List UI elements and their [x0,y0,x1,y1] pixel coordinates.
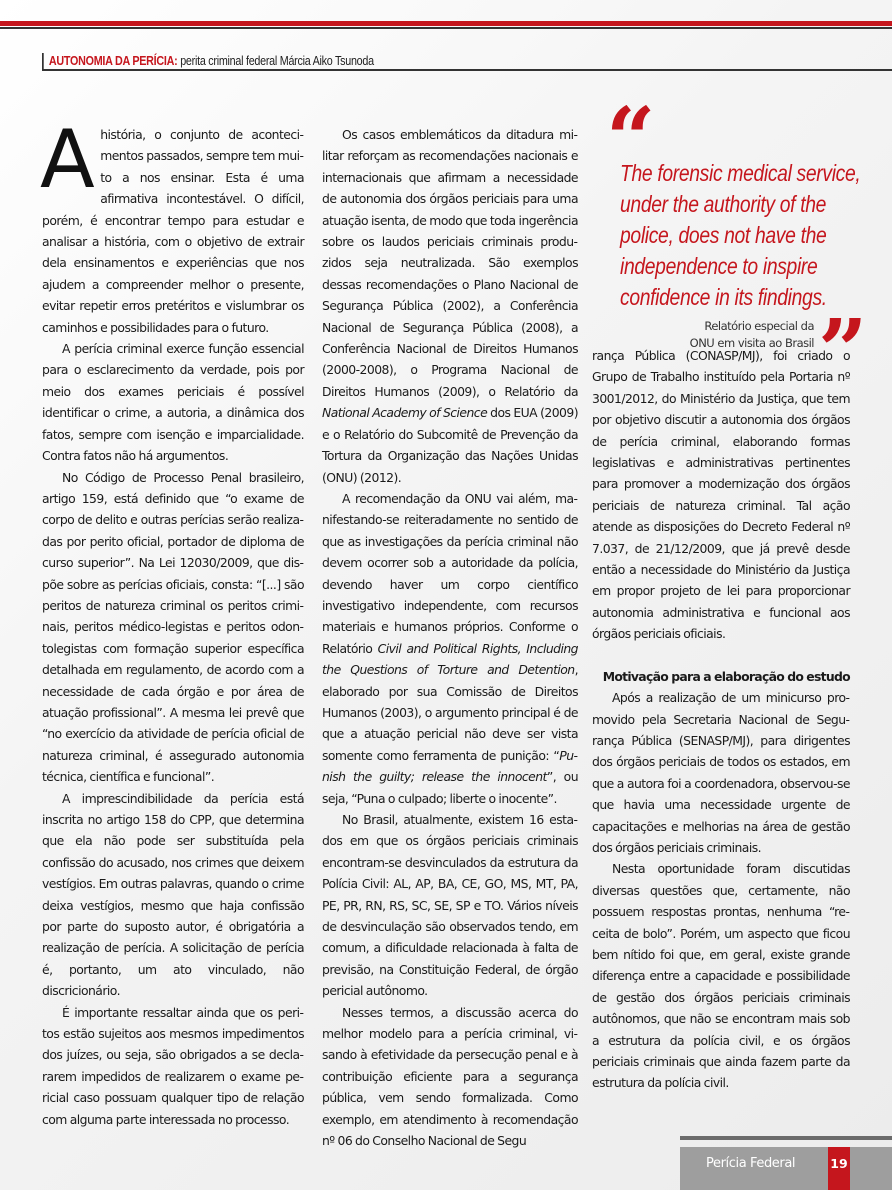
paragraph: Após a realização de um minicurso promovido pela Secretaria Nacional de Segurança Pública (SENASP/MJ), para dirigentes dos órgãos periciais de todos os estados, em que a autora foi a coordenadora, observou-se que havia uma necessidade urgente de capacitações e melhorias na área de gestão dos órgãos periciais criminais. [592,690,850,855]
italic-title: National Academy of Science [322,405,488,421]
subheading: Motivação para a elaboração do estudo [602,668,850,684]
text-run: A recomendação da ONU vai além, manifestando-se reiteradamente no sentido de que as investigações da perícia criminal não devem ocorrer sob a autoridade da polícia, devendo haver um corpo científico investigativo independente, com recursos materiais e humanos próprios. Conforme o Relatório [322,490,578,656]
publication-name: Perícia Federal [706,1156,796,1171]
paragraph [322,124,578,488]
paragraph: Nesta oportunidade foram discutidas diversas questões que, certamente, não possuem respostas prontas, nenhuma “receita de bolo”. Porém, um aspecto que ficou bem nítido foi que, em geral, existe grande diferença entre a capacidade e possibilidade de gestão dos órgãos periciais criminais autônomos, que não se encontram mais sob a estrutura da polícia civil, e os órgãos periciais criminais que ainda fazem parte da estrutura da polícia civil. [592,861,850,1091]
article-column-3 [592,345,850,1094]
running-head [42,53,374,70]
paragraph: Nesses termos, a discussão acerca do melhor modelo para a perícia criminal, visando à efetividade da persecução penal e à contribuição eficiente para a segurança pública, vem sendo formalizada. Como exemplo, em atendimento à recomendação nº 06 do Conselho Nacional de Segu [322,1004,578,1149]
open-quote-icon: “ [606,89,656,190]
text-run: Os casos emblemáticos da ditadura militar reforçam as recomendações nacionais e internacionais que afirmam a necessidade de autonomia dos órgãos periciais para uma atuação isenta, de modo que toda ingerência sobre os laudos periciais criminais produzidos seja neutralizada. São exemplos dessas recomendações o Plano Nacional de Segurança Pública (2002), a Conferência Nacional de Segurança Pública (2008), a Conferência Nacional de Direitos Humanos (2000-2008), o Programa Nacional de Direitos Humanos (2009), o Relatório da [322,127,578,399]
page-number: 19 [828,1147,850,1190]
author-line: perita criminal federal Márcia Aiko Tsunoda [180,54,374,68]
paragraph: No Código de Processo Penal brasileiro, artigo 159, está definido que “o exame de corpo de delito e outras perícias serão realizadas por perito oficial, portador de diploma de curso superior”. Na Lei 12030/2009, que dispõe sobre as perícias oficiais, consta: “[...] são peritos de natureza criminal os peritos criminais, peritos médico-legistas e peritos odontolegistas com formação superior específica detalhada em regulamento, de acordo com a necessidade de cada órgão e por área de atuação profissional”. A mesma lei prevê que “no exercício da atividade de perícia oficial de natureza criminal, é assegurado autonomia técnica, científica e funcional”. [42,469,304,785]
article-column-2 [322,124,578,1152]
paragraph: A perícia criminal exerce função essencial para o esclarecimento da verdade, pois por meio dos exames periciais é possível identificar o crime, a autoria, a dinâmica dos fatos, sempre com isenção e imparcialidade. Contra fatos não há argumentos. [42,341,304,464]
drop-cap: A [40,113,95,206]
top-dark-rule [0,27,892,29]
close-quote-icon: ” [818,301,868,402]
footer-rule [680,1136,892,1140]
paragraph: No Brasil, atualmente, existem 16 estados em que os órgãos periciais criminais encontram-se desvinculados da estrutura da Polícia Civil: AL, AP, BA, CE, GO, MS, MT, PA, PE, PR, RN, RS, SC, SE, SP e TO. Vários níveis de desvinculação são observados tendo, em comum, a dificuldade relacionada à falta de previsão, na Constituição Federal, de órgão pericial autônomo. [322,812,578,999]
italic-title: Civil and Political Rights, Including the Questions of Torture and Detention [322,640,578,678]
article-column-1 [40,113,304,1130]
paragraph [322,488,578,809]
paragraph: rança Pública (CONASP/MJ), foi criado o Grupo de Trabalho instituído pela Portaria nº 3001/2012, do Ministério da Justiça, que tem por objetivo discutir a autonomia dos órgãos de perícia criminal, elaborando formas legislativas e administrativas pertinentes para promover a modernização dos órgãos periciais de natureza criminal. Tal ação atende as disposições do Decreto Federal nº 7.037, de 21/12/2009, que já prevê desde então a necessidade do Ministério da Justiça em propor projeto de lei para proporcionar autonomia administrativa e funcional aos órgãos periciais oficiais. [592,348,850,642]
paragraph: A imprescindibilidade da perícia está inscrita no artigo 158 do CPP, que determina que ela não pode ser substituída pela confissão do acusado, nos crimes que deixem vestígios. Em outras palavras, quando o crime deixa vestígios, mesmo que haja confissão por parte do suposto autor, é obrigatória a realização de perícia. A solicitação de perícia é, portanto, um ato vinculado, não discricionário. [42,790,304,999]
text-run: dos EUA (2009) e o Relatório do Subcomitê de Prevenção da Tortura da Organização das Nações Unidas (ONU) (2012). [322,405,578,485]
paragraph [40,113,304,338]
paragraph-text: história, o conjunto de acontecimentos passados, sempre tem muito a nos ensinar. Esta é uma afirmativa incontestável. O difícil, porém, é encontrar tempo para estudar e analisar a história, com o objetivo de extrair dela ensinamentos e experiências que nos ajudem a compreender melhor o presente, evitar repetir erros pretéritos e vislumbrar os caminhos e possibilidades para o futuro. [42,127,304,335]
section-label: AUTONOMIA DA PERÍCIA: [48,54,178,68]
text-run: ”, ou seja, “Puna o culpado; liberte o inocente”. [322,769,578,806]
source-line-2: ONU em visita ao Brasil [689,336,814,350]
header-rule [42,69,892,71]
top-red-rule [0,21,892,26]
pull-quote-text: The forensic medical service, under the authority of the police, does not have the independence to inspire confidence in its findings. [620,160,861,310]
paragraph: É importante ressaltar ainda que os peritos estão sujeitos aos mesmos impedimentos dos juízes, ou seja, são obrigados a se declararem impedidos de realizarem o exame pericial caso possuam qualquer tipo de relação com alguma parte interessada no processo. [42,1004,304,1127]
text-run: , elaborado por sua Comissão de Direitos Humanos (2003), o argumento principal é de que a atuação pericial não deve ser vista somente como ferramenta de punição: “ [322,662,578,763]
italic-quote: Punish the guilty; release the innocent [322,747,578,785]
source-line-1: Relatório especial da [704,319,814,333]
